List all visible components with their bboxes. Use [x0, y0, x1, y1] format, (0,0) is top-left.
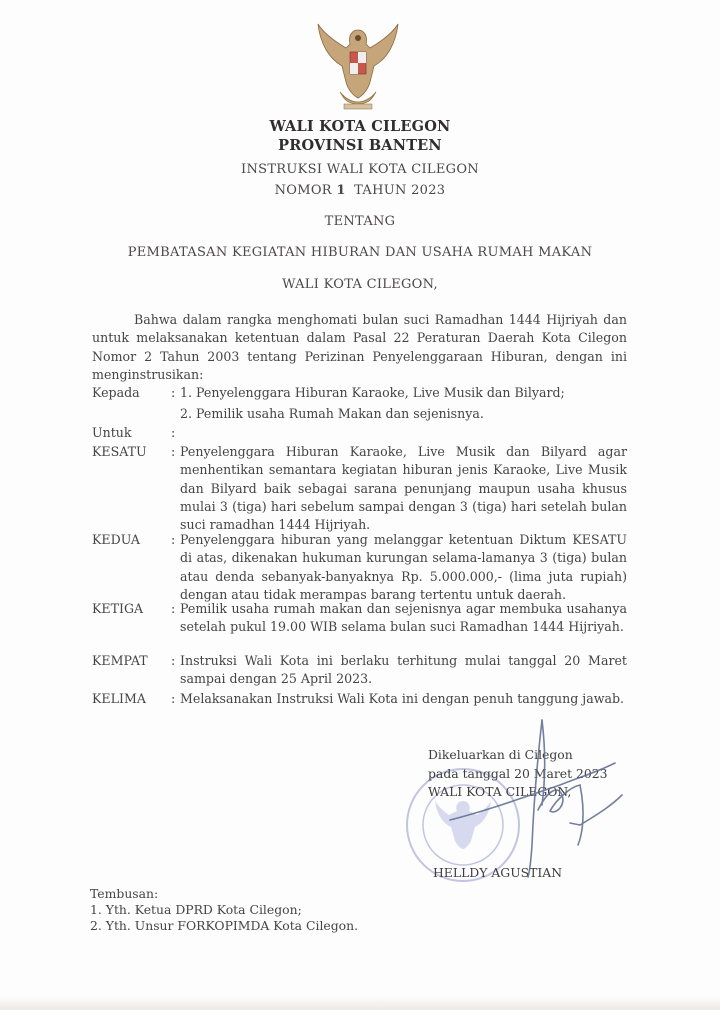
- colon: :: [171, 601, 176, 616]
- about-label: TENTANG: [324, 214, 396, 229]
- garuda-emblem-icon: [310, 12, 406, 112]
- dictum-label: KEDUA: [92, 532, 141, 547]
- dictum-label: KETIGA: [92, 601, 144, 616]
- number-suffix: TAHUN 2023: [354, 183, 446, 198]
- issue-date: pada tanggal 20 Maret 2023: [428, 766, 608, 781]
- carbon-copy-label: Tembusan:: [90, 886, 159, 901]
- number-prefix: NOMOR: [274, 183, 332, 198]
- subject: PEMBATASAN KEGIATAN HIBURAN DAN USAHA RUMAH MAKAN: [127, 245, 593, 260]
- preamble: [92, 311, 627, 384]
- colon: :: [171, 385, 176, 400]
- dictum-label: KESATU: [92, 444, 147, 459]
- recipient-item: 1. Penyelenggara Hiburan Karaoke, Live Musik dan Bilyard;: [180, 385, 565, 400]
- authority: WALI KOTA CILEGON,: [282, 277, 438, 292]
- colon: :: [171, 444, 176, 459]
- preamble-text: Bahwa dalam rangka menghomati bulan suci Ramadhan 1444 Hijriyah dan untuk melaksanakan ketentuan dalam Pasal 22 Peraturan Daerah Kota Cilegon Nomor 2 Tahun 2003 tentang Perizinan Penyelenggaraan Hiburan, dengan ini menginstrusikan:: [92, 312, 627, 382]
- issued-at: Dikeluarkan di Cilegon: [428, 747, 573, 762]
- dictum-kedua: [92, 531, 627, 604]
- dictum-text: Instruksi Wali Kota ini berlaku terhitung mulai tanggal 20 Maret sampai dengan 25 April 2023.: [180, 653, 627, 687]
- signer-title: WALI KOTA CILEGON,: [428, 784, 572, 799]
- recipients-label: Kepada: [92, 385, 140, 400]
- dictum-text: Melaksanakan Instruksi Wali Kota ini dengan penuh tanggung jawab.: [180, 691, 625, 706]
- colon: :: [171, 425, 176, 440]
- signer-name: HELLDY AGUSTIAN: [433, 865, 563, 880]
- dictum-ketiga: [92, 600, 627, 637]
- carbon-copy: [90, 886, 358, 934]
- signature-icon: [430, 715, 630, 880]
- colon: :: [171, 653, 176, 668]
- purpose-label: Untuk: [92, 425, 132, 440]
- issuer-line1: WALI KOTA CILEGON: [269, 118, 451, 135]
- document-type: INSTRUKSI WALI KOTA CILEGON: [241, 162, 479, 177]
- document-number: [0, 183, 720, 198]
- colon: :: [171, 691, 176, 706]
- recipients: [92, 384, 627, 424]
- carbon-copy-item: 2. Yth. Unsur FORKOPIMDA Kota Cilegon.: [90, 918, 359, 933]
- colon: :: [171, 532, 176, 547]
- dictum-kelima: [92, 690, 627, 708]
- dictum-text: Penyelenggara hiburan yang melanggar ketentuan Diktum KESATU di atas, dikenakan hukuman kurungan selama-lamanya 3 (tiga) bulan atau denda sebanyak-banyaknya Rp. 5.000.000,- (lima juta rupiah) dengan atau tidak merampas barang tertentu untuk daerah.: [180, 532, 627, 602]
- dictum-text: Penyelenggara Hiburan Karaoke, Live Musik dan Bilyard agar menhentikan semantara kegiatan hiburan jenis Karaoke, Live Musik dan Bilyard baik sebagai sarana penunjang maupun usaha khusus mulai 3 (tiga) hari sebelum sampai dengan 3 (tiga) hari setelah bulan suci ramadhan 1444 Hijriyah.: [180, 444, 627, 533]
- dictum-kempat: [92, 652, 627, 689]
- dictum-label: KELIMA: [92, 691, 146, 706]
- issuer-line2: PROVINSI BANTEN: [278, 137, 442, 154]
- number-value: 1: [336, 183, 346, 198]
- page-edge-shadow: [0, 996, 720, 1010]
- dictum-label: KEMPAT: [92, 653, 148, 668]
- carbon-copy-item: 1. Yth. Ketua DPRD Kota Cilegon;: [90, 902, 302, 917]
- recipient-item: 2. Pemilik usaha Rumah Makan dan sejenisnya.: [180, 406, 484, 422]
- dictum-kesatu: [92, 443, 627, 534]
- dictum-text: Pemilik usaha rumah makan dan sejenisnya agar membuka usahanya setelah pukul 19.00 WIB selama bulan suci Ramadhan 1444 Hijriyah.: [180, 601, 627, 635]
